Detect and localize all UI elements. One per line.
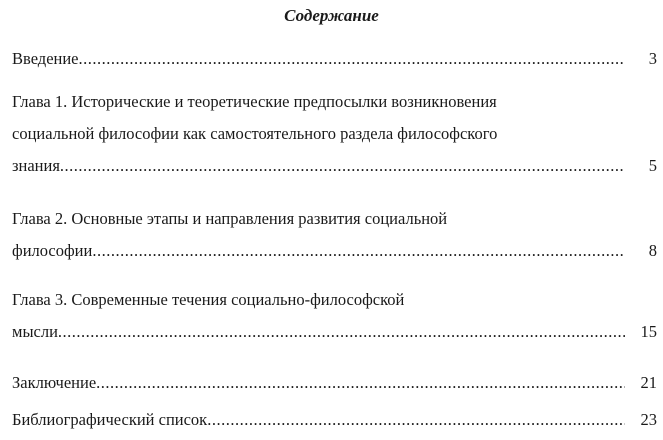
toc-page-number: 15 xyxy=(640,322,657,341)
leader-dots xyxy=(58,316,625,348)
leader-dots xyxy=(96,367,625,399)
toc-entry-chapter-3[interactable] xyxy=(12,284,657,348)
toc-entry-line: Глава 2. Основные этапы и направления развития социальной xyxy=(12,209,448,228)
toc-entry-label: мысли xyxy=(12,322,58,341)
toc-page-number: 23 xyxy=(640,410,657,429)
toc-entry-label: Введение xyxy=(12,49,79,68)
toc-entry-line: социальной философии как самостоятельного раздела философского xyxy=(12,124,498,143)
toc-entry-line: Глава 3. Современные течения социально-философской xyxy=(12,290,405,309)
toc-page-number: 21 xyxy=(640,373,657,392)
leader-dots xyxy=(79,43,625,75)
toc-entry-introduction[interactable] xyxy=(12,43,657,75)
toc-entry-label: Заключение xyxy=(12,373,97,392)
toc-entry-conclusion[interactable] xyxy=(12,367,657,399)
toc-page-number: 3 xyxy=(648,49,657,68)
toc-page-number: 5 xyxy=(648,156,657,175)
leader-dots xyxy=(207,404,625,436)
toc-entry-label: Библиографический список xyxy=(12,410,208,429)
leader-dots xyxy=(92,235,625,267)
toc-page-number: 8 xyxy=(648,241,657,260)
leader-dots xyxy=(60,150,625,182)
toc-entry-label: знания xyxy=(12,156,60,175)
toc-entry-bibliography[interactable] xyxy=(12,404,657,436)
toc-entry-line: Глава 1. Исторические и теоретические предпосылки возникновения xyxy=(12,92,497,111)
toc-entry-label: философии xyxy=(12,241,93,260)
toc-entry-chapter-1[interactable] xyxy=(12,86,657,182)
toc-title: Содержание xyxy=(284,6,379,25)
toc-entry-chapter-2[interactable] xyxy=(12,203,657,267)
